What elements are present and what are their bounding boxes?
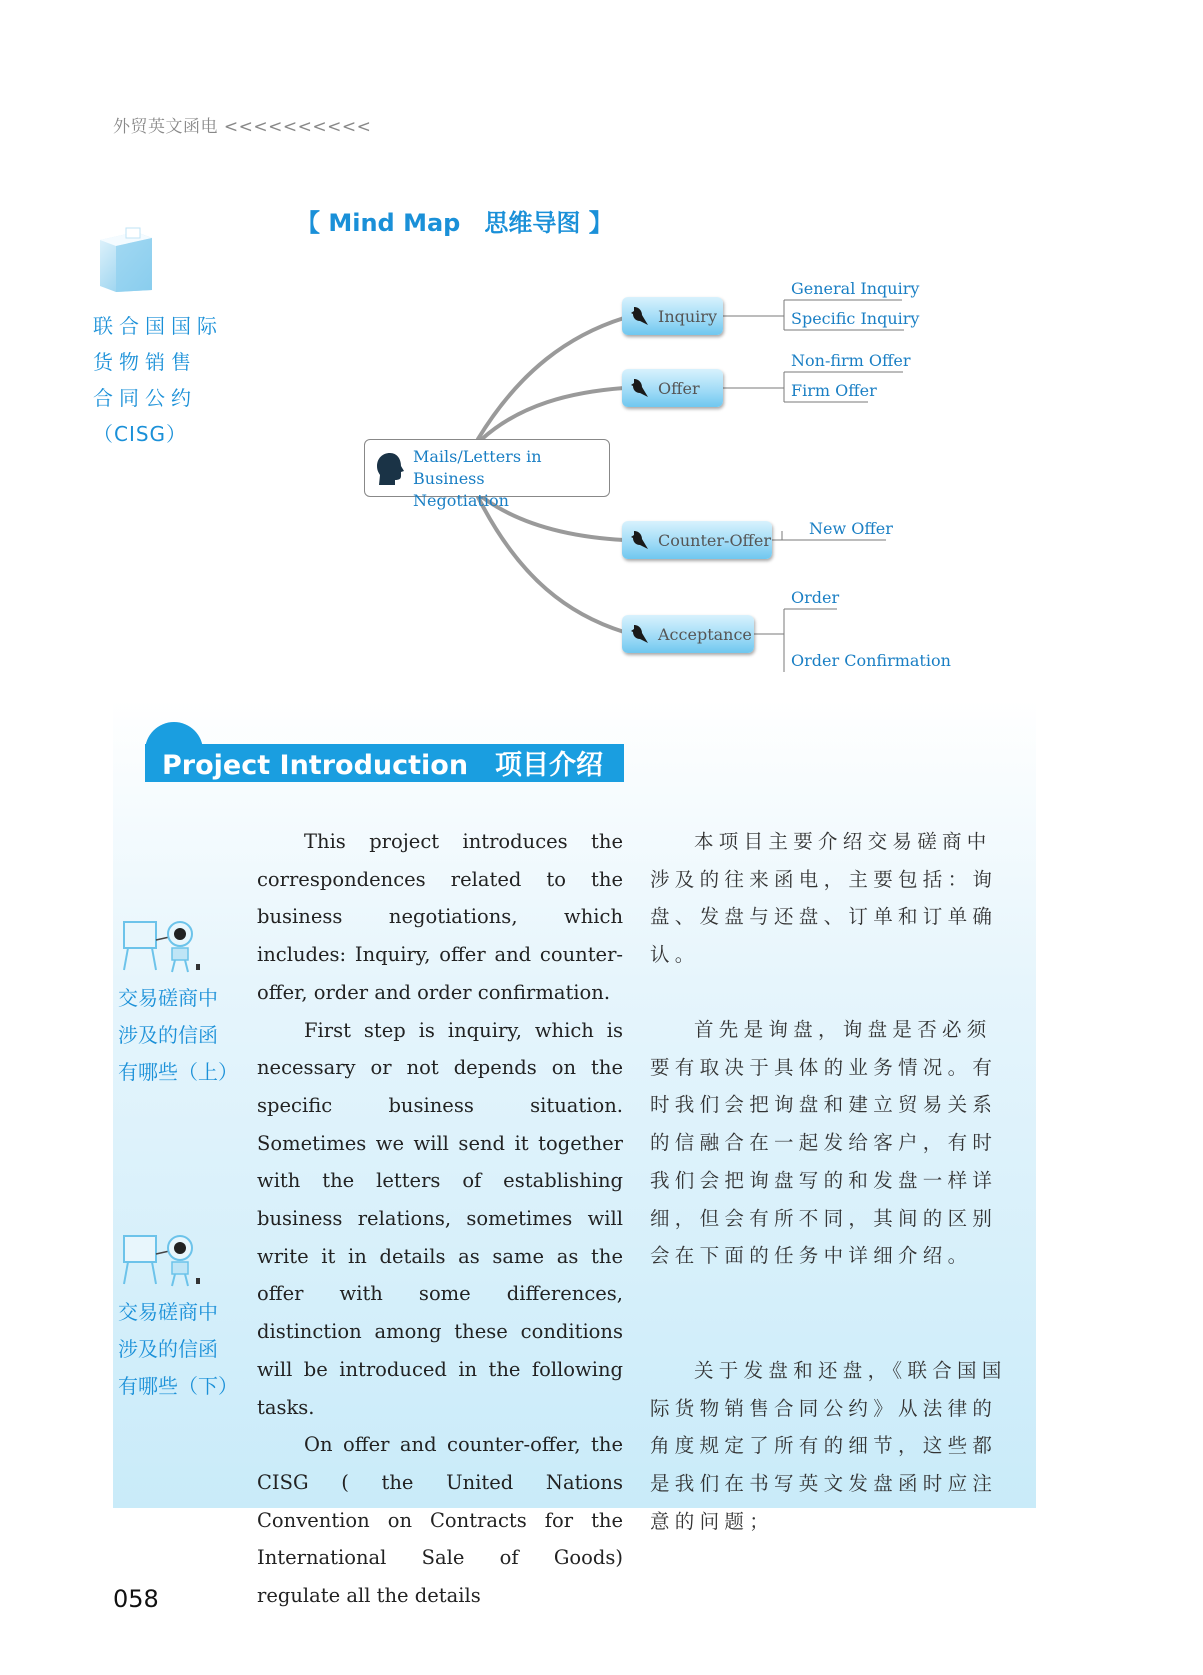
side-note-1-line-2: 涉及的信函	[118, 1023, 218, 1047]
leaf-non-firm-offer: Non-firm Offer	[791, 351, 911, 370]
section-title: Project Introduction 项目介绍	[162, 750, 604, 781]
side-note-2-line-3: 有哪些（下）	[118, 1374, 238, 1398]
bird-icon	[630, 305, 650, 327]
chinese-paragraph-1-text: 本项目主要介绍交易磋商中涉及的往来函电，主要包括：询盘、发盘与还盘、订单和订单确认。	[650, 830, 998, 967]
branch-offer	[622, 369, 723, 407]
branch-inquiry	[622, 297, 723, 335]
mind-map-connectors	[0, 0, 1203, 700]
cisg-note-line-4: （CISG）	[93, 422, 188, 446]
branch-acceptance	[622, 615, 754, 653]
branch-label: Acceptance	[658, 624, 752, 644]
side-note-1-line-1: 交易磋商中	[118, 986, 218, 1010]
side-note-2-line-1: 交易磋商中	[118, 1300, 218, 1324]
english-paragraph-1: This project introduces the correspondences related to the business negotiations, which includes: Inquiry, offer and counter-offer, order and order confirmation.	[257, 830, 623, 1004]
bird-icon	[630, 377, 650, 399]
branch-counter-offer	[622, 521, 772, 559]
english-paragraph-3: On offer and counter-offer, the CISG ( the United Nations Convention on Contracts for the International Sale of Goods) regulate all the details	[257, 1433, 623, 1608]
robot-teacher-icon	[122, 918, 206, 974]
leaf-new-offer: New Offer	[809, 519, 893, 538]
leaf-order-confirmation: Order Confirmation	[791, 651, 951, 670]
head-silhouette-icon	[375, 452, 405, 486]
mind-map-root	[364, 439, 610, 510]
branch-label: Counter-Offer	[658, 530, 772, 550]
root-label-line-2: Negotiation	[413, 491, 509, 510]
chinese-paragraph-3-text: 关于发盘和还盘，《联合国国际货物销售合同公约》从法律的角度规定了所有的细节，这些都是我们在书写英文发盘函时应注意的问题；	[650, 1359, 1007, 1533]
root-label-line-1: Mails/Letters in Business	[413, 447, 542, 488]
leaf-specific-inquiry: Specific Inquiry	[791, 309, 920, 328]
english-paragraph-2: First step is inquiry, which is necessary or not depends on the specific business situation. Sometimes we will send it together with the letters of establishing business relations, sometimes will write it in details as same as the offer with some differences, distinction among these conditions will be introduced in the following tasks.	[257, 1018, 623, 1419]
cisg-note-line-2: 货物销售	[93, 350, 197, 374]
page-number: 058	[113, 1585, 159, 1613]
chinese-paragraph-1	[650, 823, 1010, 974]
leaf-firm-offer: Firm Offer	[791, 381, 877, 400]
branch-label: Inquiry	[658, 306, 717, 326]
mind-map-title: 【 Mind Map 思维导图 】	[296, 209, 613, 237]
leaf-general-inquiry: General Inquiry	[791, 279, 920, 298]
robot-teacher-icon	[122, 1232, 206, 1288]
english-text-column	[257, 823, 623, 1615]
bird-icon	[630, 623, 650, 645]
chinese-paragraph-3	[650, 1352, 1010, 1541]
cisg-note-line-1: 联合国国际	[93, 314, 223, 338]
branch-label: Offer	[658, 378, 700, 398]
running-header: 外贸英文函电 <<<<<<<<<<	[113, 117, 372, 137]
bird-icon	[630, 529, 650, 551]
cisg-note-line-3: 合同公约	[93, 386, 197, 410]
side-note-2-line-2: 涉及的信函	[118, 1337, 218, 1361]
leaf-order: Order	[791, 588, 840, 607]
chinese-paragraph-2	[650, 1011, 1010, 1275]
chinese-paragraph-2-text: 首先是询盘，询盘是否必须要有取决于具体的业务情况。有时我们会把询盘和建立贸易关系的信融合在一起发给客户，有时我们会把询盘写的和发盘一样详细，但会有所不同，其间的区别会在下面的任务中详细介绍。	[650, 1018, 998, 1268]
side-note-1-line-3: 有哪些（上）	[118, 1060, 238, 1084]
